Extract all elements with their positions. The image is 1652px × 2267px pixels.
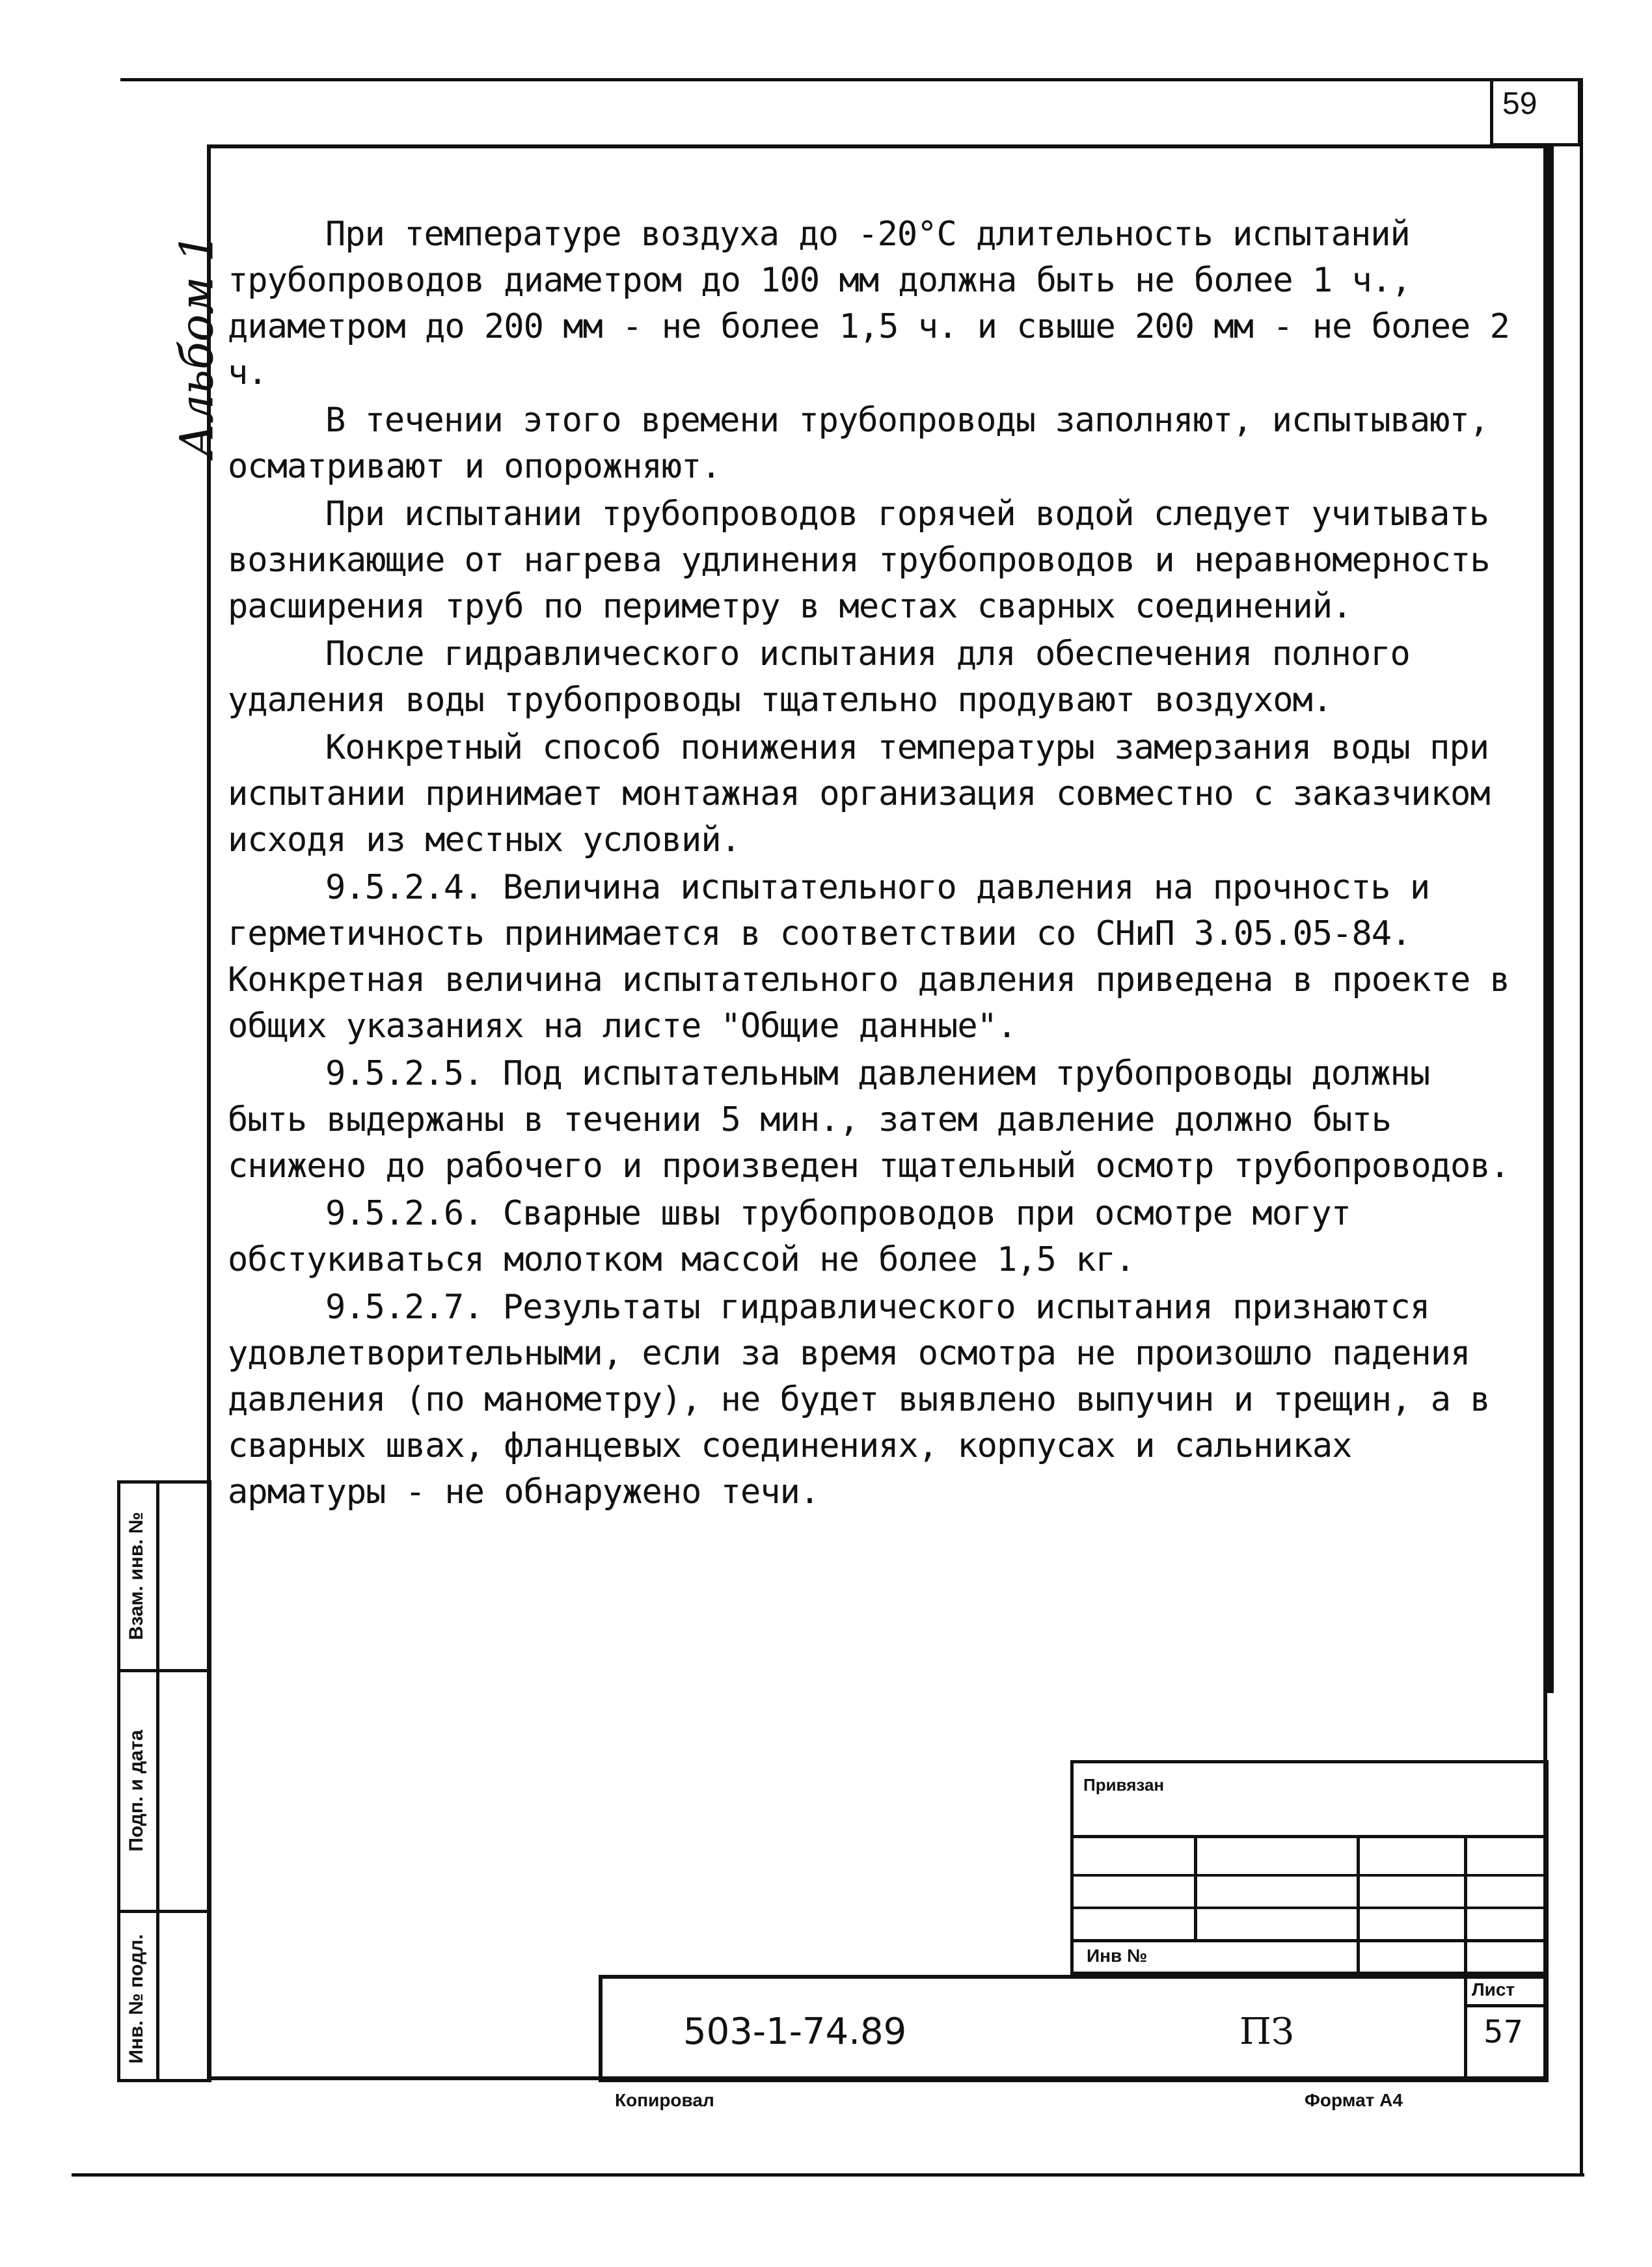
title-grid-v1 bbox=[1194, 1835, 1197, 1942]
page-number-box bbox=[1490, 78, 1581, 146]
privyazan-label: Привязан bbox=[1083, 1775, 1165, 1795]
body-text bbox=[228, 211, 1523, 1517]
paragraph: 9.5.2.5. Под испытательным давлением трубопроводы должны быть выдержаны в течении 5 мин., затем давление должно быть снижено до рабочего и произведен тщательный осмотр трубопроводов. bbox=[228, 1054, 1510, 1186]
paragraph: 9.5.2.7. Результаты гидравлического испытания признаются удовлетворительными, если за время осмотра не произошло падения давления (по манометру), не будет выявлено выпучин и трещин, а в сварных швах, фланцевых соединениях, корпусах и сальниках арматуры - не обнаружено течи. bbox=[228, 1288, 1490, 1512]
side-stamp-divider-vertical bbox=[156, 1480, 159, 2082]
margin-note: Альбом 1 bbox=[170, 233, 224, 458]
sheet-number: 57 bbox=[1483, 2014, 1524, 2050]
paragraph: 9.5.2.4. Величина испытательного давления на прочность и герметичность принимается в соответствии со СНиП 3.05.05-84. Конкретная величина испытательного давления приведена в проекте в общих указаниях на листе "Общие данные". bbox=[228, 868, 1510, 1046]
paragraph: Конкретный способ понижения температуры замерзания воды при испытании принимает монтажная организация совместно с заказчиком исходя из местных условий. bbox=[228, 728, 1490, 860]
section-code: ПЗ bbox=[1239, 2011, 1294, 2053]
format-label: Формат А4 bbox=[1305, 2090, 1403, 2110]
bottom-border-line bbox=[72, 2173, 1584, 2177]
side-stamp-divider-1 bbox=[117, 1669, 211, 1672]
paragraph: 9.5.2.6. Сварные швы трубопроводов при осмотре могут обстукиваться молотком массой не более 1,5 кг. bbox=[228, 1194, 1351, 1279]
inv-no-label: Инв № bbox=[1087, 1946, 1148, 1966]
sheet-cell-divider-v bbox=[1464, 1975, 1467, 2082]
top-border-line bbox=[120, 78, 1578, 81]
right-shadow-line bbox=[1547, 144, 1554, 1693]
title-grid-v2 bbox=[1357, 1835, 1360, 1975]
title-grid-h4 bbox=[1070, 1939, 1549, 1942]
vzam-inv-label: Взам. инв. № bbox=[126, 1512, 147, 1640]
paragraph: В течении этого времени трубопроводы заполняют, испытывают, осматривают и опорожняют. bbox=[228, 401, 1489, 486]
inv-podl-label: Инв. № подл. bbox=[126, 1934, 147, 2064]
side-stamp-divider-2 bbox=[117, 1910, 211, 1913]
title-grid-h3 bbox=[1070, 1907, 1549, 1909]
doc-code: 503-1-74.89 bbox=[683, 2011, 907, 2053]
sheet-label: Лист bbox=[1472, 1979, 1515, 2000]
sheet-cell-divider-h bbox=[1464, 2004, 1549, 2007]
title-grid-h1 bbox=[1070, 1835, 1549, 1838]
title-grid-h2 bbox=[1070, 1874, 1549, 1877]
paragraph: При испытании трубопроводов горячей водой следует учитывать возникающие от нагрева удлинения трубопроводов и неравномерность расширения труб по периметру в местах сварных соединений. bbox=[228, 495, 1490, 626]
right-outer-line bbox=[1580, 78, 1583, 2177]
paragraph: После гидравлического испытания для обеспечения полного удаления воды трубопроводы тщательно продувают воздухом. bbox=[228, 634, 1410, 720]
paragraph: При температуре воздуха до -20°С длительность испытаний трубопроводов диаметром до 100 мм должна быть не более 1 ч., диаметром до 200 мм - не более 1,5 ч. и свыше 200 мм - не более 2 ч. bbox=[228, 215, 1510, 392]
title-grid-v3 bbox=[1464, 1835, 1467, 1975]
copied-label: Копировал bbox=[615, 2090, 714, 2110]
page-number: 59 bbox=[1502, 87, 1537, 121]
podp-data-label: Подп. и дата bbox=[126, 1730, 147, 1852]
